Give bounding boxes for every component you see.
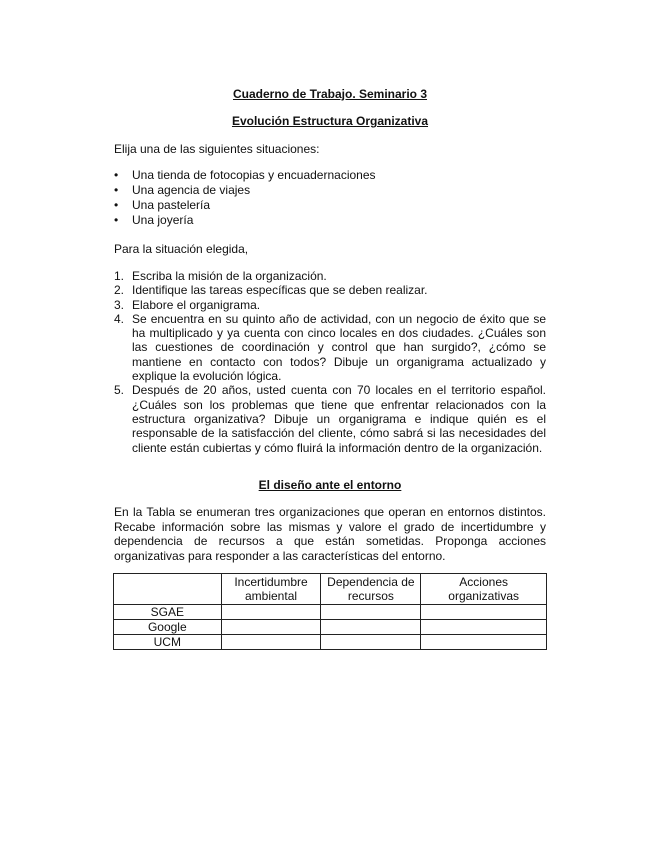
section-title: El diseño ante el entorno xyxy=(258,478,402,492)
table-cell-organization: UCM xyxy=(114,635,222,650)
table-cell xyxy=(321,635,421,650)
list-item: • Una agencia de viajes xyxy=(114,183,251,197)
list-item: 5. Después de 20 años, usted cuenta con 70 locales en el territorio español. ¿Cuáles son los problemas que tiene que enfrentar relacionados con la estructura organizativa? Dibuje un organigrama e indique quién es el responsable de la satisfacción del cliente, cómo sabrá si las necesidades del cliente están cubiertas y cómo fluirá la información dentro de la organización. xyxy=(114,383,546,455)
table-cell xyxy=(421,605,547,620)
table-header-cell: Incertidumbre ambiental xyxy=(221,574,321,605)
table-cell-organization: Google xyxy=(114,620,222,635)
list-item: 2. Identifique las tareas específicas que se deben realizar. xyxy=(114,283,428,298)
table-header-row xyxy=(114,574,547,605)
table-cell xyxy=(321,605,421,620)
section-text: En la Tabla se enumeran tres organizaciones que operan en entornos distintos. Recabe información sobre las mismas y valore el grado de incertidumbre y dependencia de recursos a que están sometidas. Proponga acciones organizativas para responder a las características del entorno. xyxy=(114,505,546,563)
list-item: 1. Escriba la misión de la organización. xyxy=(114,269,327,283)
list-item: • Una joyería xyxy=(114,213,194,227)
table-row xyxy=(114,620,547,635)
list-item: 4. Se encuentra en su quinto año de actividad, con un negocio de éxito que se ha multiplicado y ya cuenta con cinco locales en dos ciudades. ¿Cuáles son las cuestiones de coordinación y control que han surgido?, ¿cómo se mantiene en contacto con todos? Dibuje un organigrama actualizado y explique la evolución lógica. xyxy=(114,311,546,384)
document-subtitle: Evolución Estructura Organizativa xyxy=(231,114,429,128)
prompt-text: Para la situación elegida, xyxy=(114,242,249,256)
table-cell xyxy=(221,620,321,635)
table-row xyxy=(114,635,547,650)
intro-text: Elija una de las siguientes situaciones: xyxy=(114,142,320,156)
situations-list xyxy=(114,168,546,228)
table-header-cell: Acciones organizativas xyxy=(421,574,547,605)
bullet-icon: • xyxy=(114,213,119,227)
environment-table xyxy=(113,573,547,650)
table-header-cell: Dependencia de recursos xyxy=(321,574,421,605)
document-title: Cuaderno de Trabajo. Seminario 3 xyxy=(232,87,428,101)
table-row xyxy=(114,605,547,620)
table-cell xyxy=(421,635,547,650)
bullet-icon: • xyxy=(114,183,119,197)
table-cell xyxy=(421,620,547,635)
table-header-cell xyxy=(114,574,222,605)
list-item: • Una tienda de fotocopias y encuadernaciones xyxy=(114,168,376,182)
table-cell xyxy=(321,620,421,635)
bullet-icon: • xyxy=(114,198,119,212)
table-cell xyxy=(221,605,321,620)
bullet-icon: • xyxy=(114,168,119,182)
tasks-list xyxy=(114,269,546,455)
table-cell xyxy=(221,635,321,650)
table-cell-organization: SGAE xyxy=(114,605,222,620)
list-item: 3. Elabore el organigrama. xyxy=(114,297,261,312)
list-item: • Una pastelería xyxy=(114,198,211,212)
